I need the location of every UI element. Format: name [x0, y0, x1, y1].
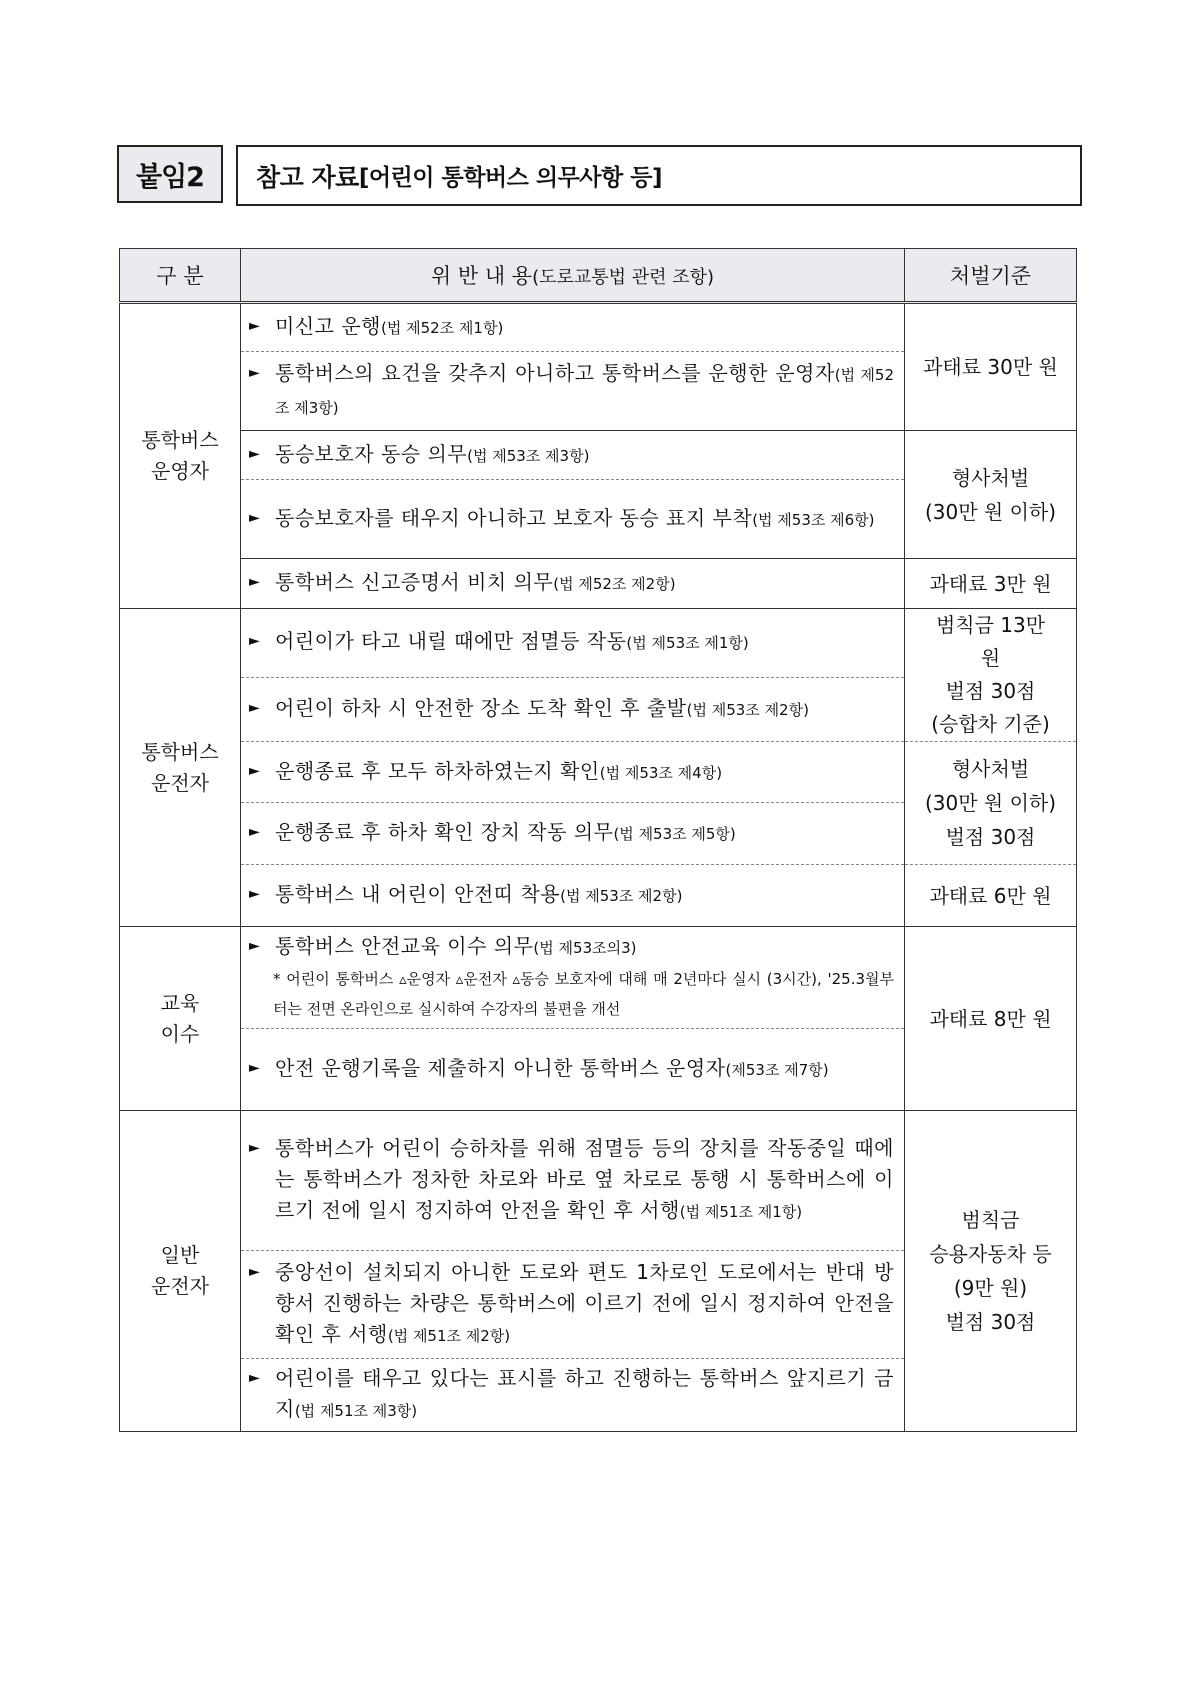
header-violation-main: 위 반 내 용 [430, 264, 533, 288]
table-row [120, 609, 1077, 678]
item-driver-5: ► 통학버스 내 어린이 안전띠 착용(법 제53조 제2항) [241, 865, 905, 927]
pointer-triangle-icon: ► [249, 574, 260, 590]
violation-table [119, 248, 1077, 1432]
penalty-operator-2: 형사처벌 (30만 원 이하) [905, 431, 1077, 559]
pointer-triangle-icon: ► [249, 1370, 260, 1386]
penalty-driver-2: 형사처벌 (30만 원 이하) 벌점 30점 [905, 742, 1077, 865]
header-violation [241, 249, 905, 303]
item-operator-1: ► 미신고 운행(법 제52조 제1항) [241, 303, 905, 352]
category-driver: 통학버스 운전자 [120, 609, 241, 927]
header-penalty: 처벌기준 [905, 249, 1077, 303]
item-driver-2: ► 어린이 하차 시 안전한 장소 도착 확인 후 출발(법 제53조 제2항) [241, 677, 905, 742]
category-operator: 통학버스 운영자 [120, 303, 241, 609]
pointer-triangle-icon: ► [249, 938, 260, 954]
header-category: 구 분 [120, 249, 241, 303]
penalty-general: 범칙금 승용자동차 등 (9만 원) 벌점 30점 [905, 1111, 1077, 1432]
item-driver-1: ► 어린이가 타고 내릴 때에만 점멸등 작동(법 제53조 제1항) [241, 609, 905, 678]
category-education: 교육 이수 [120, 927, 241, 1111]
header-violation-sub: (도로교통법 관련 조항) [532, 267, 715, 288]
penalty-operator-1: 과태료 30만 원 [905, 303, 1077, 431]
table-row [120, 303, 1077, 352]
page-title [236, 145, 1082, 206]
appendix-tag: 붙임2 [117, 145, 223, 203]
penalty-driver-1: 범칙금 13만 원 벌점 30점 (승합차 기준) [905, 609, 1077, 742]
pointer-triangle-icon: ► [249, 1060, 260, 1076]
pointer-triangle-icon: ► [249, 318, 260, 334]
item-driver-4: ► 운행종료 후 하차 확인 장치 작동 의무(법 제53조 제5항) [241, 803, 905, 865]
category-general: 일반 운전자 [120, 1111, 241, 1432]
item-operator-5: ► 통학버스 신고증명서 비치 의무(법 제52조 제2항) [241, 559, 905, 609]
pointer-triangle-icon: ► [249, 886, 260, 902]
table-header-row [120, 249, 1077, 303]
pointer-triangle-icon: ► [249, 365, 260, 381]
pointer-triangle-icon: ► [249, 762, 260, 779]
pointer-triangle-icon: ► [249, 445, 260, 462]
item-driver-3: ► 운행종료 후 모두 하차하였는지 확인(법 제53조 제4항) [241, 742, 905, 803]
item-education-2: ► 안전 운행기록을 제출하지 아니한 통학버스 운영자(제53조 제7항) [241, 1029, 905, 1111]
penalty-operator-3: 과태료 3만 원 [905, 559, 1077, 609]
title-main: 참고 자료 [256, 162, 359, 192]
item-general-1: ► 통학버스가 어린이 승하차를 위해 점멸등 등의 장치를 작동중일 때에는 통학버스가 정차한 차로와 바로 옆 차로로 통행 시 통학버스에 이르기 전에 일시 정지하여 안전을 확인 후 서행(법 제51조 제1항) [241, 1111, 905, 1251]
item-general-3: ► 어린이를 태우고 있다는 표시를 하고 진행하는 통학버스 앞지르기 금지(법 제51조 제3항) [241, 1359, 905, 1432]
table-row [120, 927, 1077, 1029]
item-operator-4: ► 동승보호자를 태우지 아니하고 보호자 동승 표지 부착(법 제53조 제6항) [241, 480, 905, 559]
penalty-driver-3: 과태료 6만 원 [905, 865, 1077, 927]
pointer-triangle-icon: ► [249, 824, 260, 840]
item-operator-3: ► 동승보호자 동승 의무(법 제53조 제3항) [241, 431, 905, 480]
table-row [120, 1111, 1077, 1251]
item-education-1: ► 통학버스 안전교육 이수 의무(법 제53조의3) * 어린이 통학버스 ▵운영자 ▵운전자 ▵동승 보호자에 대해 매 2년마다 실시 (3시간), '25.3월부터는 전면 온라인으로 실시하여 수강자의 불편을 개선 [241, 927, 905, 1029]
pointer-triangle-icon: ► [249, 633, 260, 650]
table-row [120, 559, 1077, 609]
pointer-triangle-icon: ► [249, 509, 260, 526]
pointer-triangle-icon: ► [249, 1264, 260, 1280]
education-note: * 어린이 통학버스 ▵운영자 ▵운전자 ▵동승 보호자에 대해 매 2년마다 실시 (3시간), '25.3월부터는 전면 온라인으로 실시하여 수강자의 불편을 개선 [273, 970, 894, 1018]
pointer-triangle-icon: ► [249, 1140, 260, 1156]
penalty-education: 과태료 8만 원 [905, 927, 1077, 1111]
title-sub: [어린이 통학버스 의무사항 등] [358, 165, 662, 191]
table-row [120, 431, 1077, 480]
table-row [120, 742, 1077, 803]
pointer-triangle-icon: ► [249, 699, 260, 716]
item-general-2: ► 중앙선이 설치되지 아니한 도로와 편도 1차로인 도로에서는 반대 방향서 진행하는 차량은 통학버스에 이르기 전에 일시 정지하여 안전을 확인 후 서행(법 제51조 제2항) [241, 1251, 905, 1359]
item-operator-2: ► 통학버스의 요건을 갖추지 아니하고 통학버스를 운행한 운영자(법 제52조 제3항) [241, 352, 905, 431]
table-row [120, 865, 1077, 927]
